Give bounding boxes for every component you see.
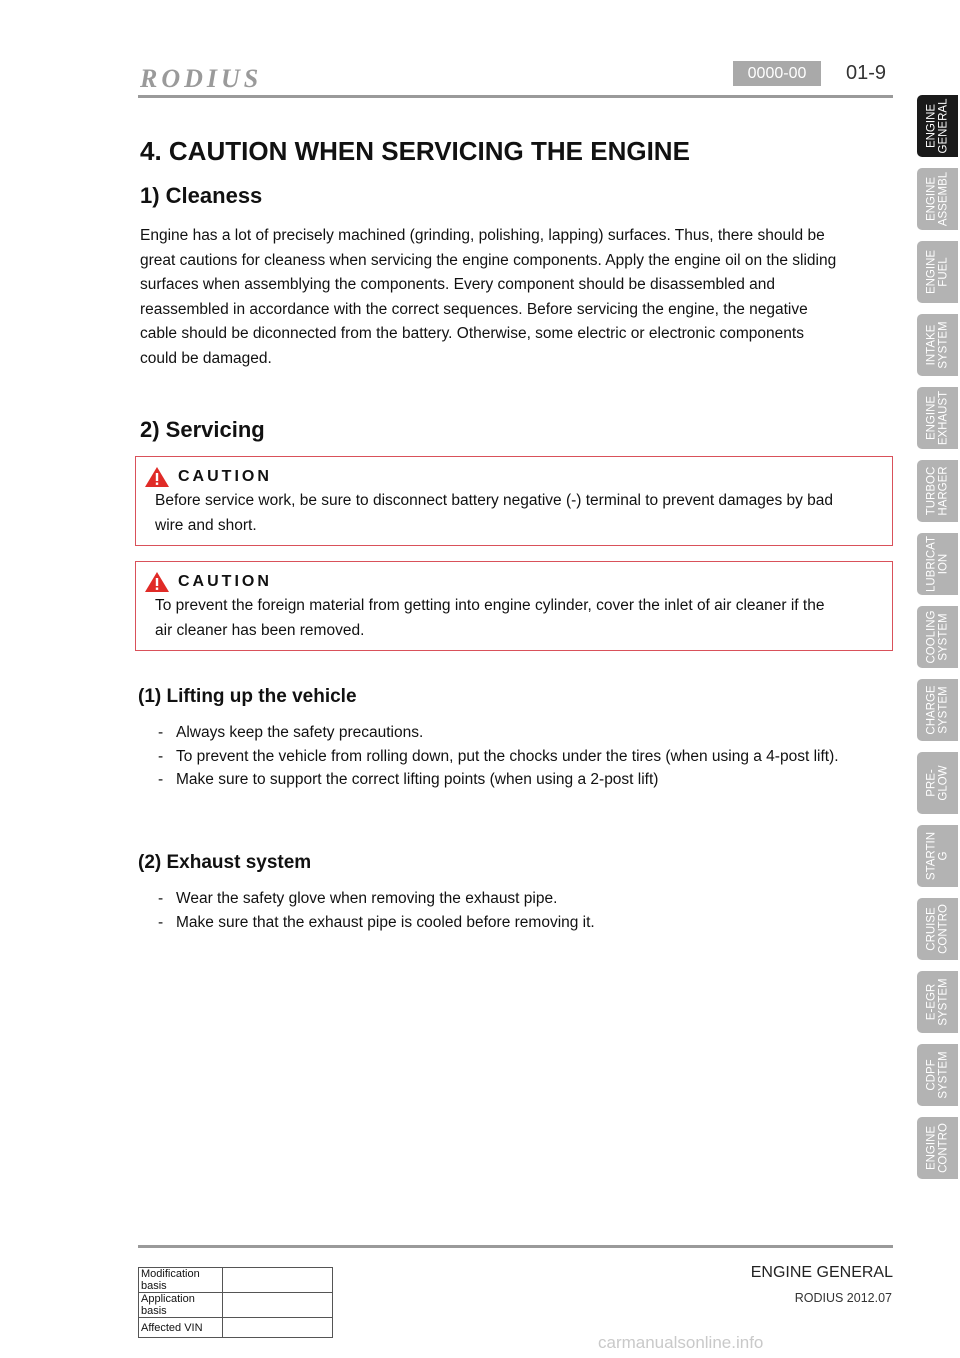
- page-number: 01-9: [846, 62, 887, 84]
- caution-text: Before service work, be sure to disconnect battery negative (-) terminal to prevent damages by bad wire and short.: [155, 492, 834, 534]
- subsection-heading-lifting: (1) Lifting up the vehicle: [138, 686, 357, 707]
- list-item: - Make sure to support the correct lifting points (when using a 2-post lift): [158, 771, 659, 788]
- tab-starting[interactable]: STARTIN G: [917, 825, 958, 887]
- modification-table: [138, 1267, 333, 1338]
- tab-turbocharger[interactable]: TURBOC HARGER: [917, 460, 958, 522]
- subsection-heading-exhaust: (2) Exhaust system: [138, 852, 312, 873]
- tab-cooling-system[interactable]: COOLING SYSTEM: [917, 606, 958, 668]
- caution-label: CAUTION: [178, 468, 272, 485]
- list-item: - Wear the safety glove when removing the exhaust pipe.: [158, 890, 558, 907]
- tab-preglow[interactable]: PRE- GLOW: [917, 752, 958, 814]
- tab-lubrication[interactable]: LUBRICAT ION: [917, 533, 958, 595]
- section-heading-servicing: 2) Servicing: [140, 417, 265, 442]
- table-cell-label: Modification basis: [139, 1268, 223, 1293]
- tab-engine-control[interactable]: ENGINE CONTRO: [917, 1117, 958, 1179]
- caution-label: CAUTION: [178, 573, 272, 590]
- caution-text: To prevent the foreign material from getting into engine cylinder, cover the inlet of air cleaner if the air cleaner has been removed.: [155, 597, 825, 639]
- tab-eegr-system[interactable]: E-EGR SYSTEM: [917, 971, 958, 1033]
- list-item: - Always keep the safety precautions.: [158, 724, 424, 741]
- warning-triangle-icon: [144, 466, 170, 488]
- brand-logo: RODIUS: [140, 64, 263, 93]
- footer-model-date: RODIUS 2012.07: [794, 1291, 892, 1305]
- table-cell-label: Affected VIN: [139, 1318, 223, 1338]
- tab-engine-general[interactable]: ENGINE GENERAL: [917, 95, 958, 157]
- table-cell-value: [223, 1293, 333, 1318]
- tab-engine-exhaust[interactable]: ENGINE EXHAUST: [917, 387, 958, 449]
- table-cell-value: [223, 1268, 333, 1293]
- section-body-cleaness: Engine has a lot of precisely machined (grinding, polishing, lapping) surfaces. Thus, there should be great cautions for cleaness when servicing the engine components. Apply the engine oil on the sliding surfaces when assemblying the components. Every component should be disassembled and reassembled in accordance with the correct sequences. Before servicing the engine, the negative cable should be diconnected from the battery. Otherwise, some electric or electronic components could be damaged.: [140, 227, 837, 367]
- list-item: - Make sure that the exhaust pipe is cooled before removing it.: [158, 913, 595, 931]
- tab-intake-system[interactable]: INTAKE SYSTEM: [917, 314, 958, 376]
- lifting-list: [138, 721, 848, 792]
- header-divider: [138, 95, 893, 98]
- warning-triangle-icon: [144, 571, 170, 593]
- caution-box: [135, 456, 893, 546]
- table-row: [139, 1318, 333, 1338]
- table-cell-label: Application basis: [139, 1293, 223, 1318]
- table-row: [139, 1293, 333, 1318]
- tab-cdpf-system[interactable]: CDPF SYSTEM: [917, 1044, 958, 1106]
- footer-divider: [138, 1245, 893, 1248]
- table-cell-value: [223, 1318, 333, 1338]
- caution-box: [135, 561, 893, 651]
- page-title: 4. CAUTION WHEN SERVICING THE ENGINE: [140, 136, 690, 166]
- watermark: carmanualsonline.info: [598, 1333, 764, 1352]
- section-heading-cleaness: 1) Cleaness: [140, 183, 263, 208]
- list-item: - To prevent the vehicle from rolling down, put the chocks under the tires (when using a 4-post lift).: [158, 747, 839, 765]
- caution-header: [144, 466, 272, 488]
- tab-engine-assembly[interactable]: ENGINE ASSEMBL: [917, 168, 958, 230]
- caution-header: [144, 571, 272, 593]
- tab-cruise-control[interactable]: CRUISE CONTRO: [917, 898, 958, 960]
- section-code-badge: 0000-00: [733, 61, 821, 86]
- tab-charge-system[interactable]: CHARGE SYSTEM: [917, 679, 958, 741]
- exhaust-list: [138, 887, 848, 934]
- table-row: [139, 1268, 333, 1293]
- tab-engine-fuel[interactable]: ENGINE FUEL: [917, 241, 958, 303]
- footer-section-name: ENGINE GENERAL: [750, 1264, 893, 1281]
